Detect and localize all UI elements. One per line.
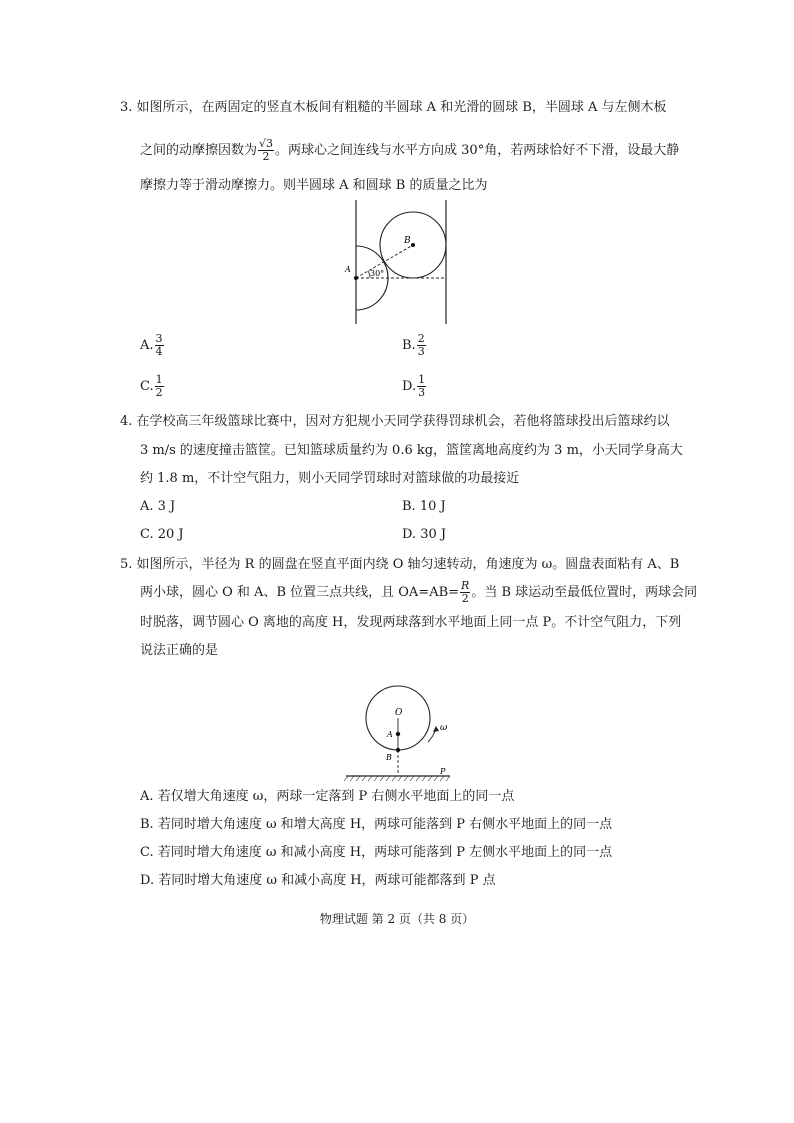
q3-option-c-den: 2 [155,386,163,399]
q3-option-c-letter: C. [140,379,154,394]
label-a: A [345,265,351,274]
q3-line-1: 3. 如图所示，在两固定的竖直木板间有粗糙的半圆球 A 和光滑的圆球 B，半圆球 A 与左侧木板 [120,100,667,115]
label-a: A [387,730,393,739]
label-omega: ω [440,723,448,733]
q5-line-4: 说法正确的是 [140,643,219,658]
q3-fraction-num: √3 [259,137,274,150]
q3-option-c-num: 1 [155,373,163,386]
q3-option-a-letter: A. [140,338,154,353]
q4-option-b: B. 10 J [402,499,446,514]
q3-option-d-den: 3 [418,386,426,399]
q5-option-c: C. 若同时增大角速度 ω 和减小高度 H，两球可能落到 P 左侧水平地面上的同一点 [140,845,613,860]
q5-figure [340,680,470,785]
q3-line-2-b: 。两球心之间连线与水平方向成 30°角，若两球恰好不下滑，设最大静 [275,143,680,158]
q5-r-fraction [460,580,470,605]
ball-b-dot [396,748,400,752]
q5-line-2 [140,580,697,606]
q3-line-2-a: 之间的动摩擦因数为 [140,143,258,158]
ground-hatch [344,776,450,781]
q3-option-d-letter: D. [402,379,417,394]
q3-option-b [402,333,427,358]
q3-line-3: 摩擦力等于滑动摩擦力。则半圆球 A 和圆球 B 的质量之比为 [140,178,488,193]
q5-fraction-den: 2 [461,592,469,605]
q4-option-d: D. 30 J [402,527,447,542]
q3-option-a-num: 3 [155,332,163,345]
q5-option-b: B. 若同时增大角速度 ω 和增大高度 H，两球可能落到 P 右侧水平地面上的同一点 [140,817,613,832]
center-line [356,245,413,278]
q3-option-b-den: 3 [417,345,425,358]
q3-figure [340,200,470,330]
q3-option-a [140,333,165,358]
page-footer: 物理试题 第 2 页（共 8 页） [319,912,475,926]
q4-option-a: A. 3 J [140,499,176,514]
rotation-arrowhead [433,726,439,732]
q3-option-d-num: 1 [418,373,426,386]
label-o: O [395,708,403,718]
q5-line-1: 5. 如图所示，半径为 R 的圆盘在竖直平面内绕 O 轴匀速转动，角速度为 ω。圆盘表面粘有 A、B [120,557,680,572]
q5-line-2-a: 两小球，圆心 O 和 A、B 位置三点共线，且 OA=AB= [140,585,460,600]
center-a-dot [354,276,358,280]
label-b: B [404,236,411,246]
q4-line-3: 约 1.8 m，不计空气阻力，则小天同学罚球时对篮球做的功最接近 [140,471,520,486]
q3-option-a-den: 4 [155,345,163,358]
q3-option-b-letter: B. [402,338,416,353]
q5-fraction-num: R [461,579,470,592]
q5-line-2-b: 。当 B 球运动至最低位置时，两球会同 [471,585,698,600]
label-p: P [440,767,446,776]
q4-line-1: 4. 在学校高三年级篮球比赛中，因对方犯规小天同学获得罚球机会，若他将篮球投出后篮球约以 [120,414,670,429]
q3-fraction-den: 2 [262,150,270,163]
q4-option-c: C. 20 J [140,527,184,542]
q4-line-2: 3 m/s 的速度撞击篮筐。已知篮球质量约为 0.6 kg，篮筐离地高度约为 3 m，小天同学身高大 [140,443,683,458]
q5-line-3: 时脱落，调节圆心 O 离地的高度 H，发现两球落到水平地面上同一点 P。不计空气阻力，下列 [140,615,682,630]
center-b-dot [411,243,415,247]
ball-a-dot [396,732,400,736]
q3-option-d [402,374,427,399]
label-b: B [386,753,392,762]
angle-label: 30° [370,269,385,278]
q5-option-d: D. 若同时增大角速度 ω 和减小高度 H，两球可能都落到 P 点 [140,873,496,888]
q3-option-b-num: 2 [417,332,425,345]
q3-line-2 [140,138,679,164]
q3-friction-fraction [258,138,274,163]
q5-option-a: A. 若仅增大角速度 ω，两球一定落到 P 右侧水平地面上的同一点 [140,789,515,804]
q3-option-c [140,374,165,399]
